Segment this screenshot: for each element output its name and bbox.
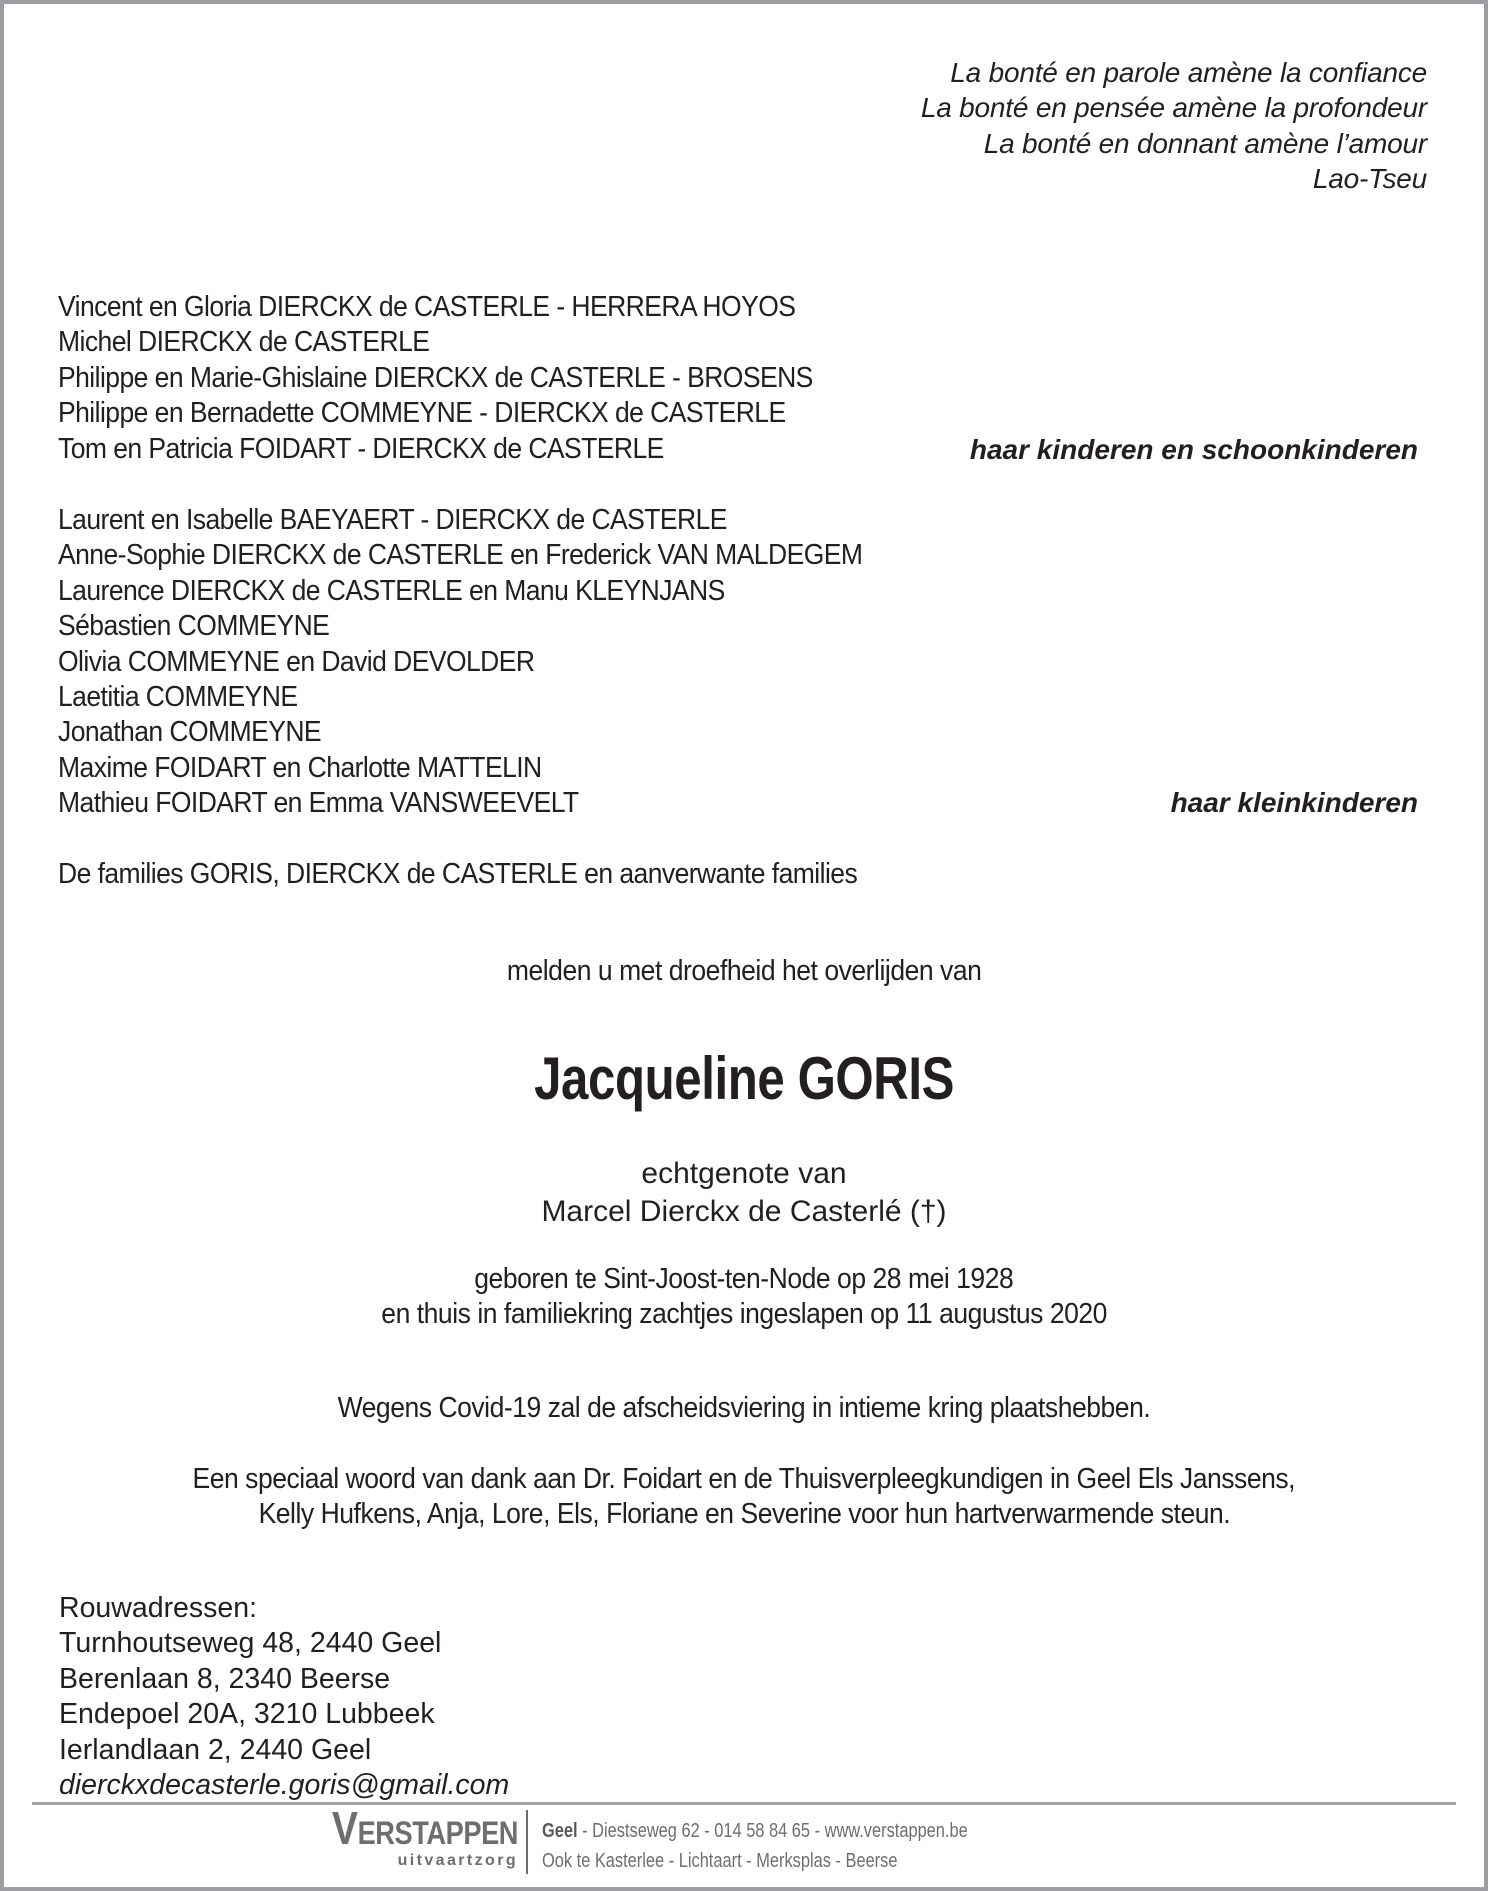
address-line: Berenlaan 8, 2340 Beerse xyxy=(59,1662,391,1695)
family-member: Michel DIERCKX de CASTERLE xyxy=(58,326,430,359)
family-member: Laurence DIERCKX de CASTERLE en Manu KLEYNJANS xyxy=(58,574,725,607)
quote-line: La bonté en donnant amène l’amour xyxy=(983,127,1427,159)
contact-line xyxy=(542,1816,968,1846)
addresses-label: Rouwadressen: xyxy=(59,1592,258,1624)
children-list xyxy=(58,290,813,467)
thanks-text: Kelly Hufkens, Anja, Lore, Els, Floriane en Severine voor hun hartverwarmende steun. xyxy=(258,1498,1230,1530)
thanks-line xyxy=(4,1497,1484,1532)
address-line: Ierlandlaan 2, 2440 Geel xyxy=(59,1733,372,1766)
announcement-line xyxy=(4,954,1484,989)
funeral-home-contact xyxy=(542,1816,1061,1876)
family-member: Philippe en Marie-Ghislaine DIERCKX de CASTERLE - BROSENS xyxy=(58,361,813,394)
address-line: Endepoel 20A, 3210 Lubbeek xyxy=(59,1698,435,1731)
quote-line: La bonté en pensée amène la profondeur xyxy=(920,92,1427,124)
death-text: en thuis in familiekring zachtjes ingeslapen op 11 augustus 2020 xyxy=(381,1298,1107,1330)
email-link[interactable]: dierckxdecasterle.goris@gmail.com xyxy=(59,1769,510,1802)
quote-line: La bonté en parole amène la confiance xyxy=(950,57,1427,88)
family-member: Vincent en Gloria DIERCKX de CASTERLE - HERRERA HOYOS xyxy=(58,291,796,323)
quote-block xyxy=(921,55,1427,196)
thanks-text: Een speciaal woord van dank aan Dr. Foidart en de Thuisverpleegkundigen in Geel Els Janssens, xyxy=(192,1463,1296,1495)
logo-wordmark: VERSTAPPEN xyxy=(331,1802,518,1854)
thanks-line xyxy=(4,1462,1484,1497)
quote-author: Lao-Tseu xyxy=(1312,162,1427,194)
family-member: Mathieu FOIDART en Emma VANSWEEVELT xyxy=(58,787,579,820)
family-member: Anne-Sophie DIERCKX de CASTERLE en Frederick VAN MALDEGEM xyxy=(58,539,863,572)
footer-divider xyxy=(32,1802,1456,1805)
families-line: De families GORIS, DIERCKX de CASTERLE en aanverwante families xyxy=(58,858,858,890)
death-line xyxy=(4,1297,1484,1332)
family-member: Jonathan COMMEYNE xyxy=(58,716,322,749)
spouse-name: Marcel Dierckx de Casterlé (†) xyxy=(541,1195,947,1228)
children-role-label: haar kinderen en schoonkinderen xyxy=(969,434,1418,465)
families-line-wrap xyxy=(58,857,857,892)
obituary-page xyxy=(4,4,1484,1887)
covid-notice-text: Wegens Covid-19 zal de afscheidsviering in intieme kring plaatshebben. xyxy=(337,1392,1151,1424)
family-member: Olivia COMMEYNE en David DEVOLDER xyxy=(58,645,535,678)
covid-notice xyxy=(4,1391,1484,1426)
deceased-name: Jacqueline GORIS xyxy=(534,1045,954,1112)
contact-city: Geel xyxy=(542,1820,578,1842)
funeral-home-logo xyxy=(288,1802,518,1871)
address-line: Turnhoutseweg 48, 2440 Geel xyxy=(59,1627,442,1660)
logo-tagline: uitvaartzorg xyxy=(397,1852,518,1869)
contact-details[interactable]: - Diestseweg 62 - 014 58 84 65 - www.verstappen.be xyxy=(577,1820,968,1842)
family-member: Laurent en Isabelle BAEYAERT - DIERCKX de CASTERLE xyxy=(58,504,727,536)
family-member: Maxime FOIDART en Charlotte MATTELIN xyxy=(58,751,542,784)
grandchildren-role-label: haar kleinkinderen xyxy=(1170,787,1418,818)
family-member: Laetitia COMMEYNE xyxy=(58,681,298,714)
family-member: Tom en Patricia FOIDART - DIERCKX de CASTERLE xyxy=(58,432,664,465)
family-member: Sébastien COMMEYNE xyxy=(58,610,330,643)
condolence-addresses xyxy=(59,1591,509,1803)
spouse-label: echtgenote van xyxy=(641,1157,847,1190)
deceased-name-wrap xyxy=(4,1044,1484,1113)
family-member: Philippe en Bernadette COMMEYNE - DIERCKX de CASTERLE xyxy=(58,397,786,430)
birth-line xyxy=(4,1262,1484,1297)
announcement-text: melden u met droefheid het overlijden van xyxy=(506,955,982,987)
grandchildren-list xyxy=(58,503,862,822)
birth-text: geboren te Sint-Joost-ten-Node op 28 mei 1928 xyxy=(474,1263,1014,1295)
logo-separator xyxy=(526,1810,528,1874)
branches-line: Ook te Kasterlee - Lichtaart - Merksplas - Beerse xyxy=(542,1850,898,1872)
